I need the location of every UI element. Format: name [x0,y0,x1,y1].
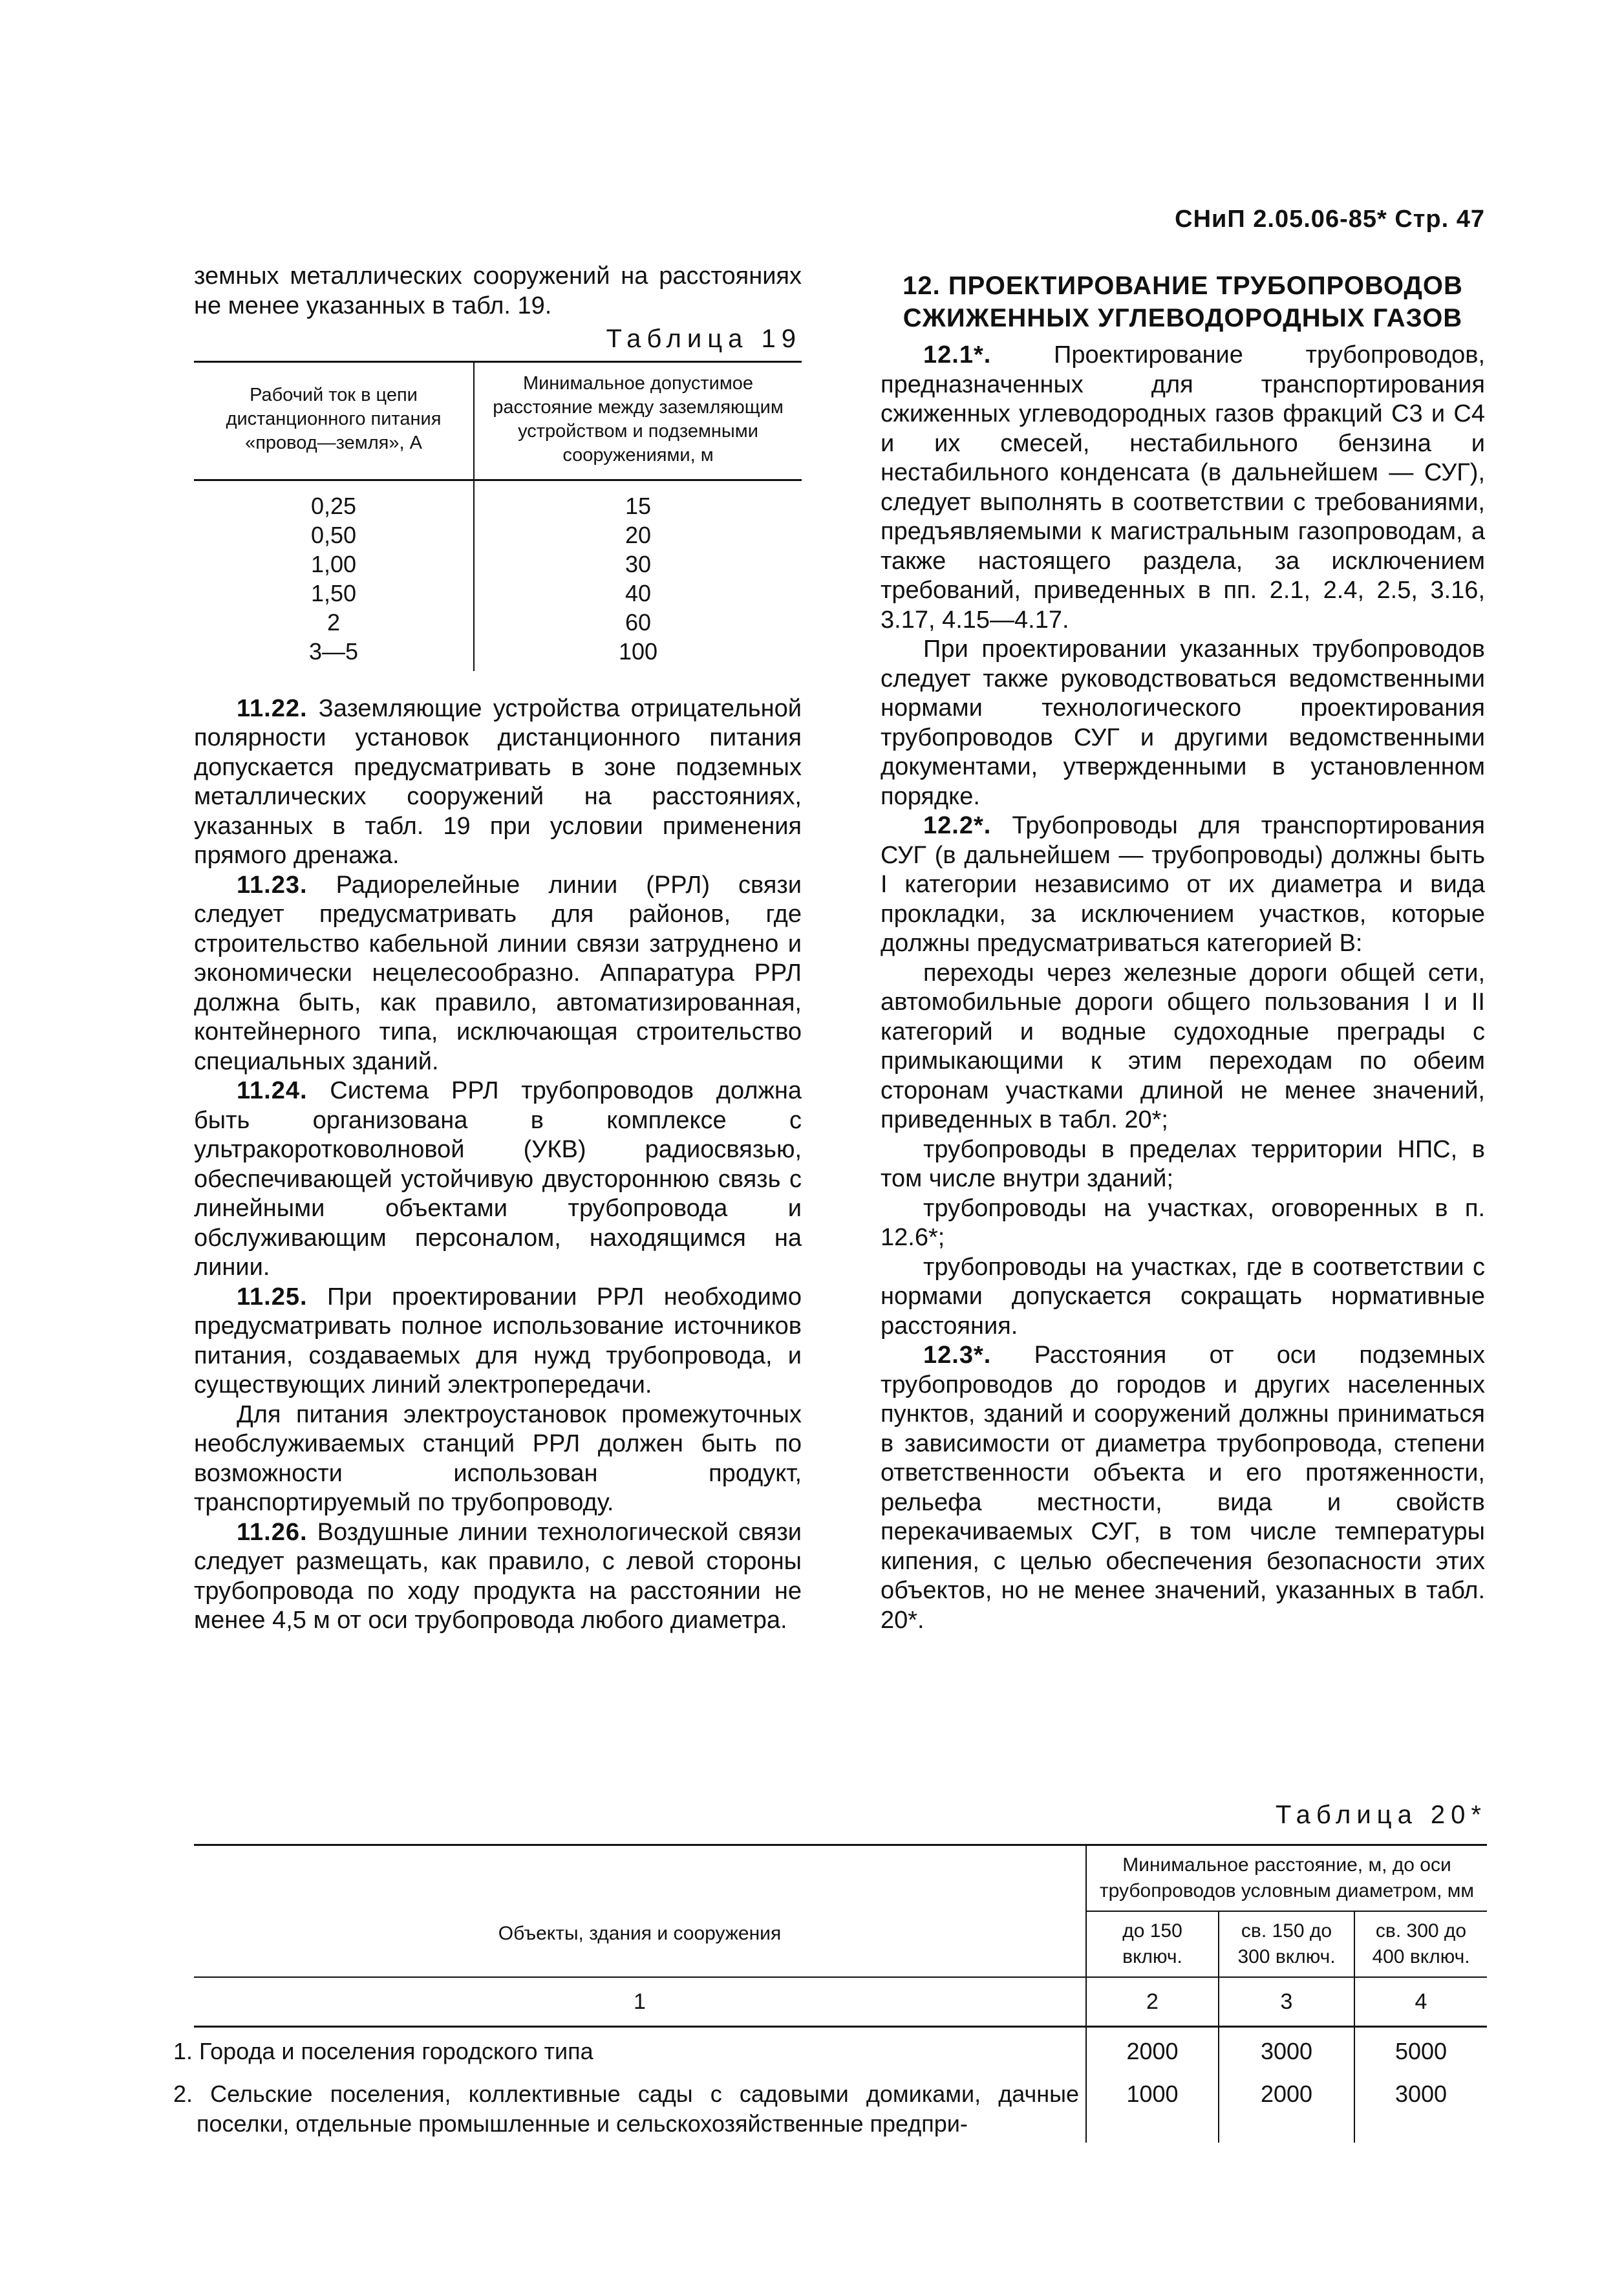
table-cell: 30 [474,550,802,579]
table-cell: 100 [474,637,802,671]
section-number: 12.3*. [923,1342,992,1369]
table-20-header-distance: Минимальное расстояние, м, до оси трубопроводов условным диаметром, мм [1086,1845,1487,1912]
section-number: 11.25. [237,1283,308,1311]
table-cell: 3000 [1219,2027,1354,2071]
paragraph-11-24 [194,1076,802,1283]
paragraph-text: Расстояния от оси подземных трубопроводов до городов и других населенных пунктов, зданий и сооружений должны приниматься в зависимости от диаметра трубопровода, степени ответственности объекта и его протяженности, рельефа местности, вида и свойств перекачиваемых СУГ, в том числе температуры кипения, с целью обеспечения безопасности этих объектов, но не менее значений, указанных в табл. 20*. [881,1342,1485,1634]
section-number: 11.23. [237,871,308,899]
column-number: 3 [1219,1977,1354,2027]
table-20-header-objects: Объекты, здания и сооружения [194,1845,1086,1978]
list-item: переходы через железные дороги общей сети, автомобильные дороги общего пользования I и II категорий и водные судоходные преграды с примыкающими к этим переходам по обеим сторонам участками длиной не менее значений, приведенных в табл. 20*; [881,959,1485,1133]
table-19-caption: Таблица 19 [606,325,802,353]
table-20-block [173,1801,1487,2143]
section-heading: 12. ПРОЕКТИРОВАНИЕ ТРУБОПРОВОДОВ СЖИЖЕННЫХ УГЛЕВОДОРОДНЫХ ГАЗОВ [903,272,1463,332]
table-cell: 3000 [1354,2070,1487,2143]
table-20-subheader: св. 300 до 400 включ. [1354,1911,1487,1977]
table-cell: 1,50 [310,579,357,606]
list-item: трубопроводы на участках, оговоренных в п. 12.6*; [881,1194,1485,1251]
table-20-column-numbers [194,1977,1487,2027]
table-row [194,480,802,520]
table-cell: 0,50 [310,521,357,548]
table-row [194,550,802,579]
table-cell: 5000 [1354,2027,1487,2071]
left-column [194,262,802,1636]
paragraph-text: Воздушные линии технологической связи следует размещать, как правило, с левой стороны трубопровода по ходу продукта на расстоянии не менее 4,5 м от оси трубопровода любого диаметра. [194,1518,802,1634]
table-cell: 2 [326,608,341,636]
table-cell: 1. Города и поселения городского типа [173,2038,593,2064]
table-row [194,2027,1487,2071]
table-cell: 1000 [1086,2070,1219,2143]
paragraph-11-23 [194,871,802,1077]
paragraph-11-25 [194,1283,802,1400]
section-number: 11.22. [237,694,308,722]
table-cell: 15 [474,480,802,520]
table-cell: 2000 [1219,2070,1354,2143]
section-number: 12.2*. [923,812,992,839]
table-cell: 20 [474,520,802,550]
paragraph-12-1 [881,341,1485,635]
table-cell: 60 [474,608,802,637]
list-item: трубопроводы в пределах территории НПС, в том числе внутри зданий; [881,1135,1485,1192]
paragraph-text: Трубопроводы для транспортирования СУГ (в дальнейшем — трубопроводы) должны быть I категории независимо от их диаметра и вида прокладки, за исключением участков, которые должны предусматриваться категорией В: [881,812,1486,957]
list-item: трубопроводы на участках, где в соответствии с нормами допускается сокращать нормативные расстояния. [881,1253,1485,1340]
section-number: 11.24. [237,1077,308,1104]
table-19-header-current: Рабочий ток в цепи дистанционного питания «провод—земля», А [194,361,474,480]
table-20-caption: Таблица 20* [1275,1801,1487,1829]
paragraph-text: Система РРЛ трубопроводов должна быть организована в комплексе с ультракоротковолновой (УКВ) радиосвязью, обеспечивающей устойчивую двустороннюю связь с линейными объектами трубопровода и обслуживающим персоналом, находящимся на линии. [194,1077,802,1281]
table-row [194,608,802,637]
table-cell: 2. Сельские поселения, коллективные сады с садовыми домиками, дачные поселки, отдельные промышленные и сельскохозяйственные предпри- [173,2081,1079,2137]
table-cell: 40 [474,579,802,608]
intro-paragraph: земных металлических сооружений на расстояниях не менее указанных в табл. 19. [194,262,802,319]
right-column [881,262,1485,1635]
section-number: 12.1*. [923,341,992,369]
table-row [194,2070,1487,2143]
table-row [194,579,802,608]
table-20 [173,1844,1487,2143]
table-cell: 2000 [1086,2027,1219,2071]
paragraph-12-1-cont: При проектировании указанных трубопроводов следует также руководствоваться ведомственными нормами технологического проектирования трубопроводов СУГ и другими ведомственными документами, утвержденными в установленном порядке. [881,636,1485,810]
table-19 [194,361,802,671]
table-20-subheader: до 150 включ. [1086,1911,1219,1977]
column-number: 1 [194,1977,1086,2027]
paragraph-11-22 [194,694,802,871]
paragraph-text: Проектирование трубопроводов, предназначенных для транспортирования сжиженных углеводородных газов фракций С3 и С4 и их смесей, нестабильного бензина и нестабильного конденсата (в дальнейшем — СУГ), следует выполнять в соответствии с требованиями, предъявляемыми к магистральным газопроводам, а также настоящего раздела, за исключением требований, приведенных в пп. 2.1, 2.4, 2.5, 3.16, 3.17, 4.15—4.17. [881,341,1486,634]
paragraph-12-2 [881,811,1485,959]
table-row [194,637,802,671]
table-20-subheader: св. 150 до 300 включ. [1219,1911,1354,1977]
table-cell: 1,00 [310,550,357,577]
paragraph-12-3 [881,1341,1485,1635]
page-header: СНиП 2.05.06-85* Стр. 47 [1175,206,1485,233]
table-cell: 3—5 [308,637,359,665]
paragraph-text: Заземляющие устройства отрицательной полярности установок дистанционного питания допускается предусматривать в зоне подземных металлических сооружений на расстояниях, указанных в табл. 19 при условии применения прямого дренажа. [194,694,802,869]
paragraph-text: При проектировании РРЛ необходимо предусматривать полное использование источников питания, создаваемых для нужд трубопровода, и существующих линий электропередачи. [194,1283,802,1398]
column-number: 2 [1086,1977,1219,2027]
paragraph-text: Радиорелейные линии (РРЛ) связи следует предусматривать для районов, где строительство кабельной линии связи затруднено и экономически нецелесообразно. Аппаратура РРЛ должна быть, как правило, автоматизированная, контейнерного типа, исключающая строительство специальных зданий. [194,871,802,1075]
table-19-header-distance: Минимальное допустимое расстояние между заземляющим устройством и подземными сооружениями, м [474,361,802,480]
paragraph-11-25-cont: Для питания электроустановок промежуточных необслуживаемых станций РРЛ должен быть по возможности использован продукт, транспортируемый по трубопроводу. [194,1400,802,1516]
column-number: 4 [1354,1977,1487,2027]
section-number: 11.26. [237,1518,308,1546]
table-row [194,520,802,550]
table-cell: 0,25 [310,492,357,519]
paragraph-11-26 [194,1518,802,1636]
